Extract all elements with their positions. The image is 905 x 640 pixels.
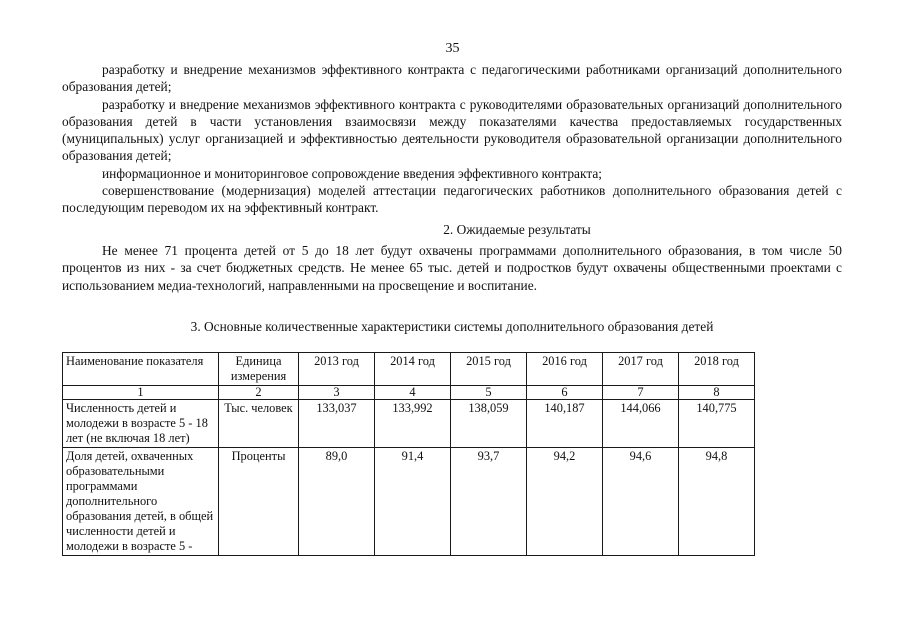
value-cell: 94,2	[527, 448, 603, 556]
statistics-table	[62, 352, 755, 556]
column-header: 2015 год	[451, 353, 527, 386]
column-header: 2013 год	[299, 353, 375, 386]
column-index: 2	[219, 386, 299, 400]
table-row	[63, 400, 755, 448]
column-index: 4	[375, 386, 451, 400]
column-index: 1	[63, 386, 219, 400]
page-number: 35	[445, 41, 460, 56]
indicator-unit: Проценты	[219, 448, 299, 556]
list-item-paragraph: разработку и внедрение механизмов эффективного контракта с педагогическими работниками организаций дополнительного образования детей;	[62, 62, 842, 95]
value-cell: 91,4	[375, 448, 451, 556]
column-index-row	[63, 386, 755, 400]
list-item-paragraph: разработку и внедрение механизмов эффективного контракта с руководителями образовательных организаций дополнительного образования детей в части установления взаимосвязи между показателями качества предоставляемых государственных (муниципальных) услуг организацией и эффективностью деятельности руководителя образовательной организации дополнительного образования детей;	[62, 96, 842, 164]
document-body	[62, 61, 842, 335]
indicator-unit: Тыс. человек	[219, 400, 299, 448]
value-cell: 133,992	[375, 400, 451, 448]
column-index: 6	[527, 386, 603, 400]
value-cell: 144,066	[603, 400, 679, 448]
column-header: Наименование показателя	[63, 353, 219, 386]
column-header: 2016 год	[527, 353, 603, 386]
column-index: 5	[451, 386, 527, 400]
indicator-name: Доля детей, охваченных образовательными программами дополнительного образования детей, в общей численности детей и молодежи в возрасте 5 -	[63, 448, 219, 556]
column-header: 2014 год	[375, 353, 451, 386]
indicator-name: Численность детей и молодежи в возрасте 5 - 18 лет (не включая 18 лет)	[63, 400, 219, 448]
column-index: 3	[299, 386, 375, 400]
column-header: 2017 год	[603, 353, 679, 386]
value-cell: 133,037	[299, 400, 375, 448]
value-cell: 93,7	[451, 448, 527, 556]
value-cell: 94,8	[679, 448, 755, 556]
value-cell: 138,059	[451, 400, 527, 448]
column-header: 2018 год	[679, 353, 755, 386]
column-index: 8	[679, 386, 755, 400]
value-cell: 94,6	[603, 448, 679, 556]
table-header-row	[63, 353, 755, 386]
results-paragraph: Не менее 71 процента детей от 5 до 18 лет будут охвачены программами дополнительного образования, в том числе 50 процентов из них - за счет бюджетных средств. Не менее 65 тыс. детей и подростков будут охвачены общественными проектами с использованием медиа-технологий, направленными на просвещение и воспитание.	[62, 242, 842, 293]
section-heading-table: 3. Основные количественные характеристики системы дополнительного образования детей	[190, 318, 714, 334]
section-heading-results: 2. Ожидаемые результаты	[443, 221, 591, 237]
list-item-paragraph: информационное и мониторинговое сопровождение введения эффективного контракта;	[102, 165, 602, 181]
column-index: 7	[603, 386, 679, 400]
value-cell: 140,187	[527, 400, 603, 448]
value-cell: 89,0	[299, 448, 375, 556]
value-cell: 140,775	[679, 400, 755, 448]
column-header: Единица измерения	[219, 353, 299, 386]
table-row	[63, 448, 755, 556]
list-item-paragraph: совершенствование (модернизация) моделей аттестации педагогических работников дополнительного образования детей с последующим переводом их на эффективный контракт.	[62, 183, 842, 216]
